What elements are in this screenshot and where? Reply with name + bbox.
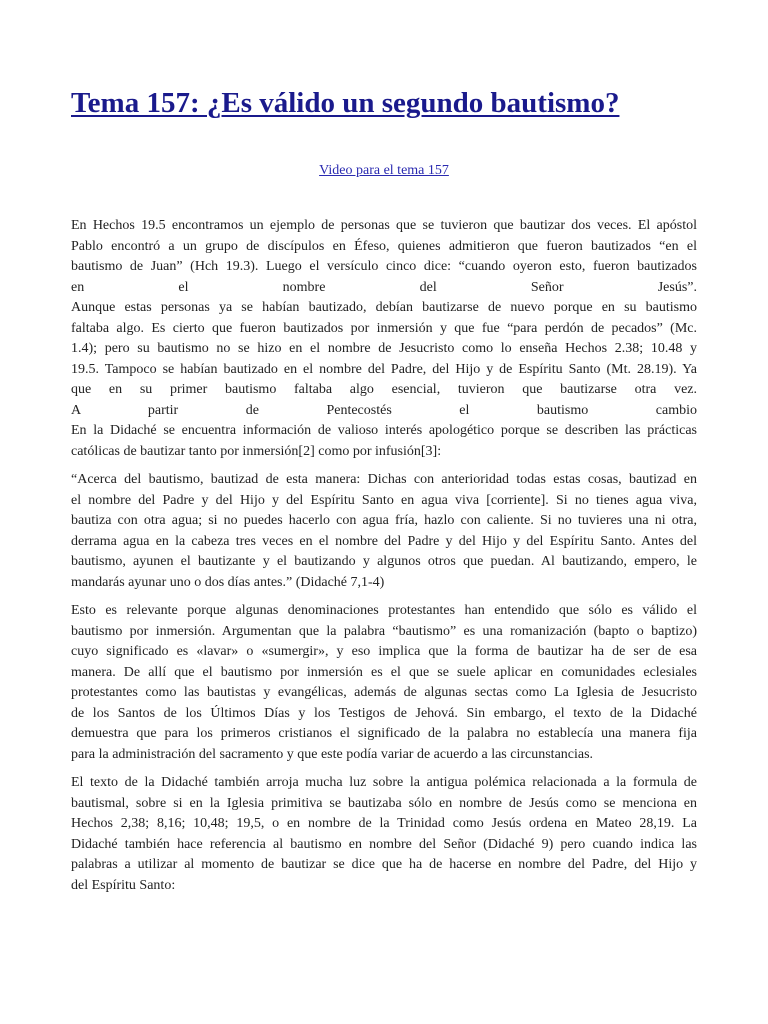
text-line: bautismo, ayunen el bautizante y el bautizando y algunos otros que puedan. Al bautizando, empero, le [71,554,697,569]
text-line: En Hechos 19.5 encontramos un ejemplo de personas que se tuvieron que bautizar dos veces. El apóstol [71,218,697,233]
text-line: Pablo encontró a un grupo de discípulos en Éfeso, quienes admitieron que fueron bautizados “en el [71,238,697,254]
video-link-container [71,162,697,180]
text-line: 1.4); pero su bautismo no se hizo en el nombre de Jesucristo como lo enseña Hechos 2.38; 10.48 y [71,341,697,356]
text-line: El texto de la Didaché también arroja mucha luz sobre la antigua polémica relacionada a la formula de [71,775,697,790]
text-line: bautismo por inmersión. Argumentan que la palabra “bautismo” es una romanización (bapto o baptizo) [71,623,697,639]
text-line: 19.5. Tampoco se habían bautizado en el nombre del Padre, del Hijo y de Espíritu Santo (Mt. 28.19). Ya [71,361,697,377]
text-line: bautismal, sobre si en la Iglesia primitiva se bautizaba sólo en nombre de Jesús como se menciona en [71,795,697,811]
text-line: de los Santos de los Últimos Días y los Testigos de Jehová. Sin embargo, el texto de la Didaché [71,705,697,721]
text-line: mandarás ayunar uno o dos días antes.” (Didaché 7,1-4) [71,574,385,590]
text-line: que en su primer bautismo faltaba algo esencial, tuvieron que bautizarse otra vez. [71,382,697,397]
text-line: católicas de bautizar tanto por inmersión[2] como por infusión[3]: [71,443,442,459]
text-line: Aunque estas personas ya se habían bautizado, debían bautizarse de nuevo porque en su bautismo [71,300,697,315]
text-line: bautismo de Juan” (Hch 19.3). Luego el versículo cinco dice: “cuando oyeron esto, fueron bautizados [71,259,697,274]
video-link[interactable]: Video para el tema 157 [319,163,449,178]
text-line: derrama agua en la cabeza tres veces en el nombre del Padre y del Hijo y del Espíritu Santo. Antes del [71,533,697,549]
text-line: protestantes como las bautistas y evangélicas, además de algunas sectas como La Iglesia de Jesucristo [71,685,697,700]
text-line: Hechos 2,38; 8,16; 10,48; 19,5, o en nombre de la Trinidad como Jesús ordena en Mateo 28,19. La [71,816,697,831]
text-line: Didaché también hace referencia al bautismo en nombre del Señor (Didaché 9) pero cuando indica las [71,836,697,852]
title-link[interactable]: Tema 157: ¿Es válido un segundo bautismo? [71,87,620,119]
text-line: bautiza con otra agua; si no puedes hacerlo con agua fría, hazlo con caliente. Si no tuvieres una ni otra, [71,513,697,528]
text-line: A partir de Pentecostés el bautismo cambio [71,402,697,418]
paragraph-formula [71,773,697,896]
paragraph-intro [71,216,697,462]
text-line: “Acerca del bautismo, bautizad de esta manera: Dichas con anterioridad todas estas cosas, bautizad en [71,472,697,487]
article-body [71,216,697,896]
text-line: cuyo significado es «lavar» o «sumergir», y eso implica que la forma de bautizar ha de ser de esa [71,644,697,659]
page-title [71,86,619,121]
text-line: palabras a utilizar al momento de bautizar se dice que ha de hacerse en nombre del Padre, del Hijo y [71,857,697,872]
paragraph-quote [71,470,697,593]
paragraph-relevance [71,601,697,765]
text-line: en el nombre del Señor Jesús”. [71,279,697,295]
text-line: faltaba algo. Es cierto que fueron bautizados por inmersión y que fue “para perdón de pecados” (Mc. [71,320,697,336]
text-line: Esto es relevante porque algunas denominaciones protestantes han entendido que sólo es válido el [71,603,697,618]
text-line: del Espíritu Santo: [71,877,176,893]
text-line: manera. De allí que el bautismo por inmersión es el que se suele aplicar en comunidades eclesiales [71,664,697,680]
text-line: demuestra que para los primeros cristianos el significado de la palabra no establecía una manera fija [71,726,697,741]
text-line: para la administración del sacramento y que este podía variar de acuerdo a las circunstancias. [71,746,594,762]
text-line: el nombre del Padre y del Hijo y del Espíritu Santo en agua viva [corriente]. Si no tienes agua viva, [71,492,697,508]
text-line: En la Didaché se encuentra información de valioso interés apologético porque se describen las prácticas [71,423,697,438]
